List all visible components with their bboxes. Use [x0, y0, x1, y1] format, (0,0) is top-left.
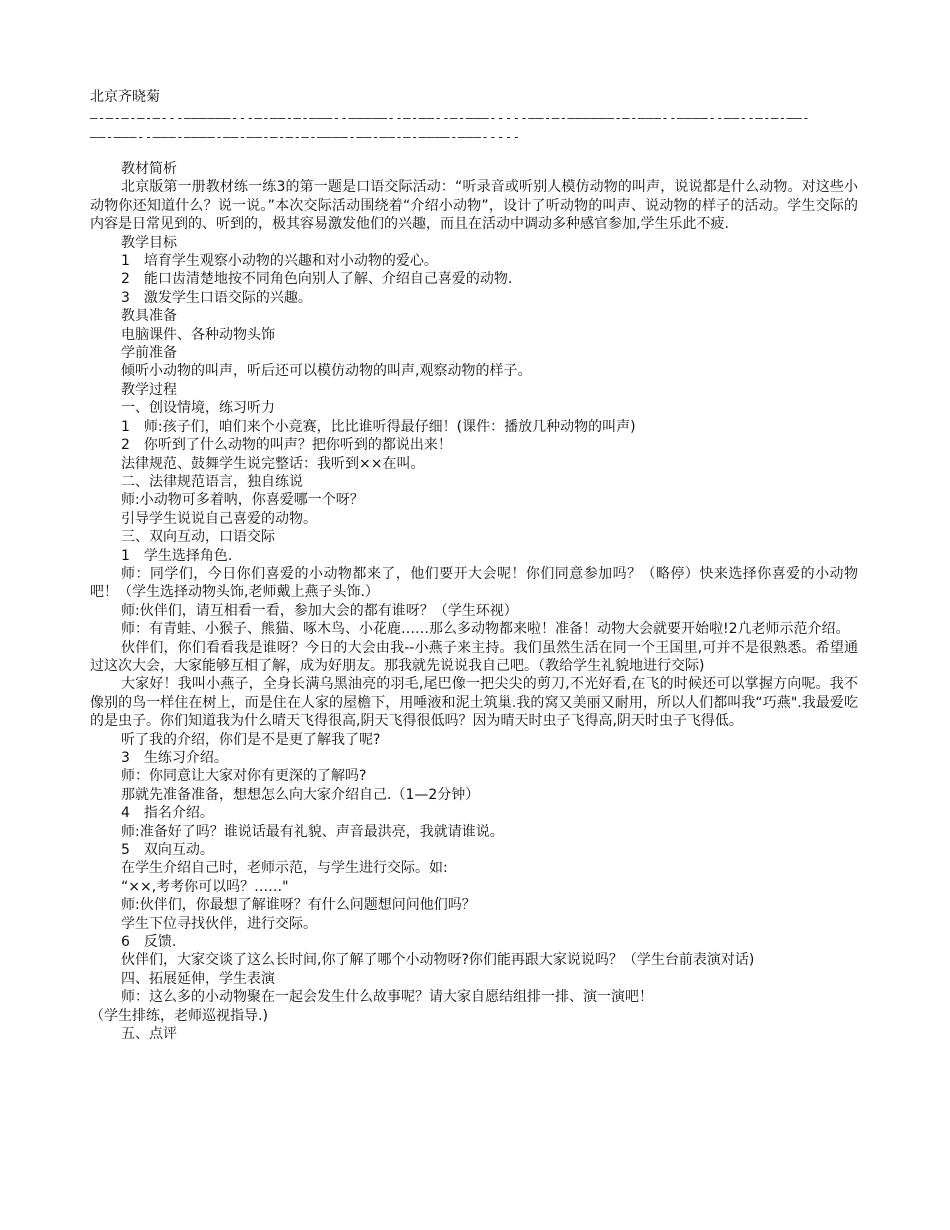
- paragraph: 伙伴们，你们看看我是谁呀？今日的大会由我--小燕子来主持。我们虽然生活在同一个王国里,可并不是很熟悉。希望通过这次大会，大家能够互相了解，成为好朋友。那我就先说说我自己吧。（教给学生礼貌地进行交际): [90, 639, 858, 674]
- list-item: 1 学生选择角色.: [121, 547, 233, 564]
- list-item: 1 师:孩子们，咱们来个小竞赛，比比谁听得最仔细！(课件：播放几种动物的叫声): [121, 418, 636, 435]
- paragraph: （学生排练，老师巡视指导.): [90, 1007, 268, 1024]
- paragraph: 师：这么多的小动物聚在一起会发生什么故事呢？请大家自愿结组排一排、演一演吧！: [121, 989, 653, 1006]
- paragraph: 在学生介绍自己时，老师示范，与学生进行交际。如:: [121, 860, 448, 877]
- list-item: 2 能口齿清楚地按不同角色向别人了解、介绍自己喜爱的动物.: [121, 271, 513, 288]
- author-name: 北京齐晓菊: [90, 89, 160, 105]
- paragraph: 师:伙伴们，你最想了解谁呀？有什么问题想问问他们吗？: [121, 897, 476, 914]
- list-item: 4 指名介绍。: [121, 805, 214, 822]
- lesson-plan-body: [90, 160, 858, 1044]
- paragraph: 那就先准备准备，想想怎么向大家介绍自己.（1—2分钟）: [121, 786, 480, 803]
- heading-teaching-process: 教学过程: [121, 381, 177, 398]
- section-heading: 二、法律规范语言，独自练说: [121, 473, 303, 490]
- paragraph: 师：有青蛙、小猴子、熊猫、啄木鸟、小花鹿……那么多动物都来啦！准备！动物大会就要开始啦!2凣老师示范介绍。: [121, 621, 850, 638]
- heading-textbook-analysis: 教材简析: [121, 161, 177, 177]
- paragraph: 学生下位寻找伙伴，进行交际。: [121, 915, 317, 932]
- heading-preparation: 学前准备: [121, 345, 177, 362]
- paragraph: 伙伴们，大家交谈了这么长时间,你了解了哪个小动物呀?你们能再跟大家说说吗？（学生台前表演对话): [121, 952, 755, 969]
- heading-teaching-goals: 教学目标: [121, 234, 177, 251]
- paragraph: 大家好！我叫小燕子，全身长满乌黑油亮的羽毛,尾巴像一把尖尖的剪刀,不光好看,在飞的时候还可以掌握方向呢。我不像别的鸟一样住在树上，而是住在人家的屋檐下，用唾液和泥土筑巢.我的窝又美丽又耐用，所以人们都叫我“巧燕".我最爱吃的是虫子。你们知道我为什么晴天飞得很高,阴天飞得很低吗？因为晴天时虫子飞得高,阴天时虫子飞得低。: [90, 676, 858, 730]
- section-heading: 一、创设情境，练习听力: [121, 400, 275, 417]
- paragraph: “××,考考你可以吗？……": [121, 878, 289, 895]
- list-item: 5 双向互动。: [121, 842, 214, 859]
- list-item: 3 激发学生口语交际的兴趣。: [121, 289, 312, 306]
- paragraph: 师：同学们，今日你们喜爱的小动物都来了，他们要开大会呢！你们同意参加吗？（略停）快来选择你喜爱的小动物吧！（学生选择动物头饰,老师戴上燕子头饰.）: [90, 565, 858, 601]
- paragraph: 师：你同意让大家对你有更深的了解吗?: [121, 768, 367, 785]
- separator-line: —-—-—-—-—---——————---—-——-—-———--—————--—-——--—-———-----——-—-——————-—-———--————--——--—-—-——-——-———--———-————-——-——-—-—-—-————-——-——-—-————-———-----: [90, 110, 810, 144]
- paragraph: 听了我的介绍，你们是不是更了解我了呢?: [121, 731, 381, 748]
- paragraph: 师:准备好了吗？谁说话最有礼貌、声音最洪亮，我就请谁说。: [121, 823, 504, 840]
- list-item: 1 培育学生观察小动物的兴趣和对小动物的爱心。: [121, 253, 438, 270]
- heading-teaching-aids: 教具准备: [121, 308, 177, 325]
- section-heading: 五、点评: [121, 1026, 177, 1043]
- section-heading: 三、双向互动，口语交际: [121, 529, 275, 546]
- section-heading: 四、拓展延伸，学生表演: [121, 970, 275, 987]
- paragraph: 北京版第一册教材练一练3的第一题是口语交际活动：“听录音或听别人模仿动物的叫声，说说都是什么动物。对这些小动物你还知道什么？说一说。”本次交际活动围绕着“介绍小动物”，设计了听动物的叫声、说动物的样子的活动。学生交际的内容是日常见到的、听到的，极其容易激发他们的兴趣，而且在活动中调动多种感官参加,学生乐此不疲.: [90, 179, 858, 233]
- paragraph: 法律规范、鼓舞学生说完整话：我听到××在叫。: [121, 455, 425, 472]
- list-item: 3 生练习介绍。: [121, 750, 228, 766]
- paragraph: 电脑课件、各种动物头饰: [121, 326, 275, 343]
- list-item: 6 反馈.: [121, 934, 177, 951]
- list-item: 2 你听到了什么动物的叫声？把你听到的都说出来！: [121, 437, 452, 454]
- paragraph: 引导学生说说自己喜爱的动物。: [121, 510, 317, 527]
- paragraph: 师:小动物可多着呐，你喜爱哪一个呀？: [121, 492, 364, 509]
- paragraph: 师:伙伴们，请互相看一看，参加大会的都有谁呀？（学生环视）: [121, 602, 518, 619]
- paragraph: 倾听小动物的叫声，听后还可以模仿动物的叫声,观察动物的样子。: [121, 363, 532, 380]
